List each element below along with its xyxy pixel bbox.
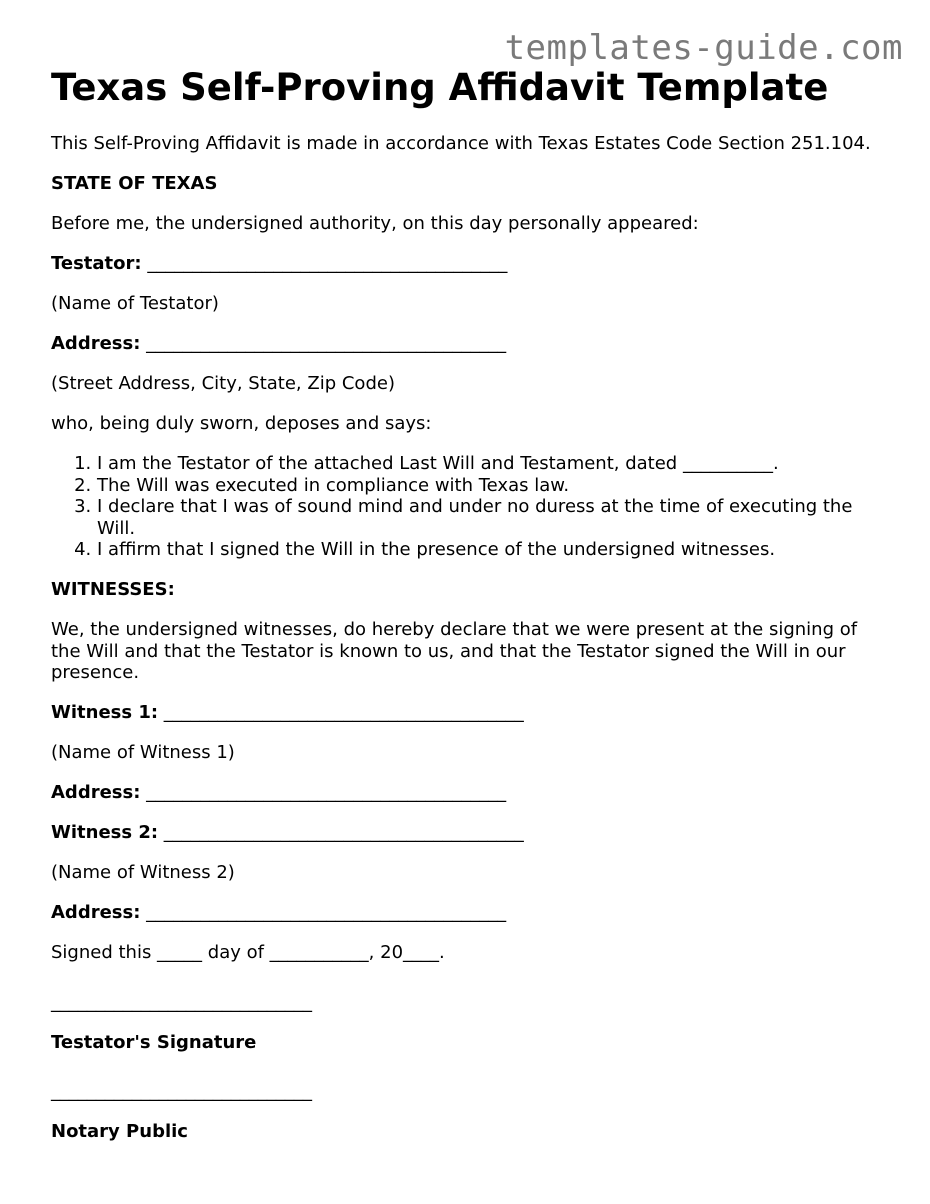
witness2-address-label: Address: [51,902,141,923]
witness1-caption: (Name of Witness 1) [51,742,235,763]
list-item: 3. I declare that I was of sound mind and under no duress at the time of executing the Will. [97,496,881,539]
list-item: 2. The Will was executed in compliance with Texas law. [97,475,881,497]
testator-address-field [51,333,881,355]
page-title: Texas Self-Proving Affidavit Template [51,66,829,109]
witness1-address-label: Address: [51,782,141,803]
signed-this-line: Signed this _____ day of ___________, 20____. [51,942,445,963]
document-page [51,66,881,1143]
witness2-name-field [51,822,881,844]
witness1-label: Witness 1: [51,702,159,723]
list-item: 1. I am the Testator of the attached Last Will and Testament, dated __________. [97,453,881,475]
testator-blank-line: ________________________________________ [141,253,508,274]
intro-paragraph: This Self-Proving Affidavit is made in accordance with Texas Estates Code Section 251.104. [51,133,871,154]
witness1-blank-line: ________________________________________ [158,702,524,723]
before-me-paragraph: Before me, the undersigned authority, on this day personally appeared: [51,213,699,234]
witnesses-heading: WITNESSES: [51,579,175,600]
sworn-paragraph: who, being duly sworn, deposes and says: [51,413,432,434]
witness-declaration: We, the undersigned witnesses, do hereby declare that we were present at the signing of the Will and that the Testator is known to us, and that the Testator signed the Will in our presence. [51,619,858,683]
witness1-address-blank-line: ________________________________________ [140,782,507,803]
notary-public-label: Notary Public [51,1121,188,1142]
testator-address-blank-line: ________________________________________ [140,333,507,354]
testator-signature-label: Testator's Signature [51,1031,257,1053]
witness2-blank-line: ________________________________________ [158,822,524,843]
notary-signature-line: _____________________________ [51,1081,312,1102]
statements-list [51,453,881,561]
testator-address-caption: (Street Address, City, State, Zip Code) [51,373,395,394]
witness2-address-blank-line: ________________________________________ [140,902,507,923]
witness1-name-field [51,702,881,724]
testator-label: Testator: [51,253,142,274]
testator-address-label: Address: [51,333,141,354]
witness2-caption: (Name of Witness 2) [51,862,235,883]
list-item: 4. I affirm that I signed the Will in the presence of the undersigned witnesses. [97,539,881,561]
testator-signature-line: _____________________________ [51,991,312,1013]
testator-name-field [51,253,881,275]
witness1-address-field [51,782,881,804]
witness2-address-field [51,902,881,924]
witness2-label: Witness 2: [51,822,159,843]
watermark: templates-guide.com [504,28,903,68]
state-heading: STATE OF TEXAS [51,173,218,194]
testator-caption: (Name of Testator) [51,293,219,314]
